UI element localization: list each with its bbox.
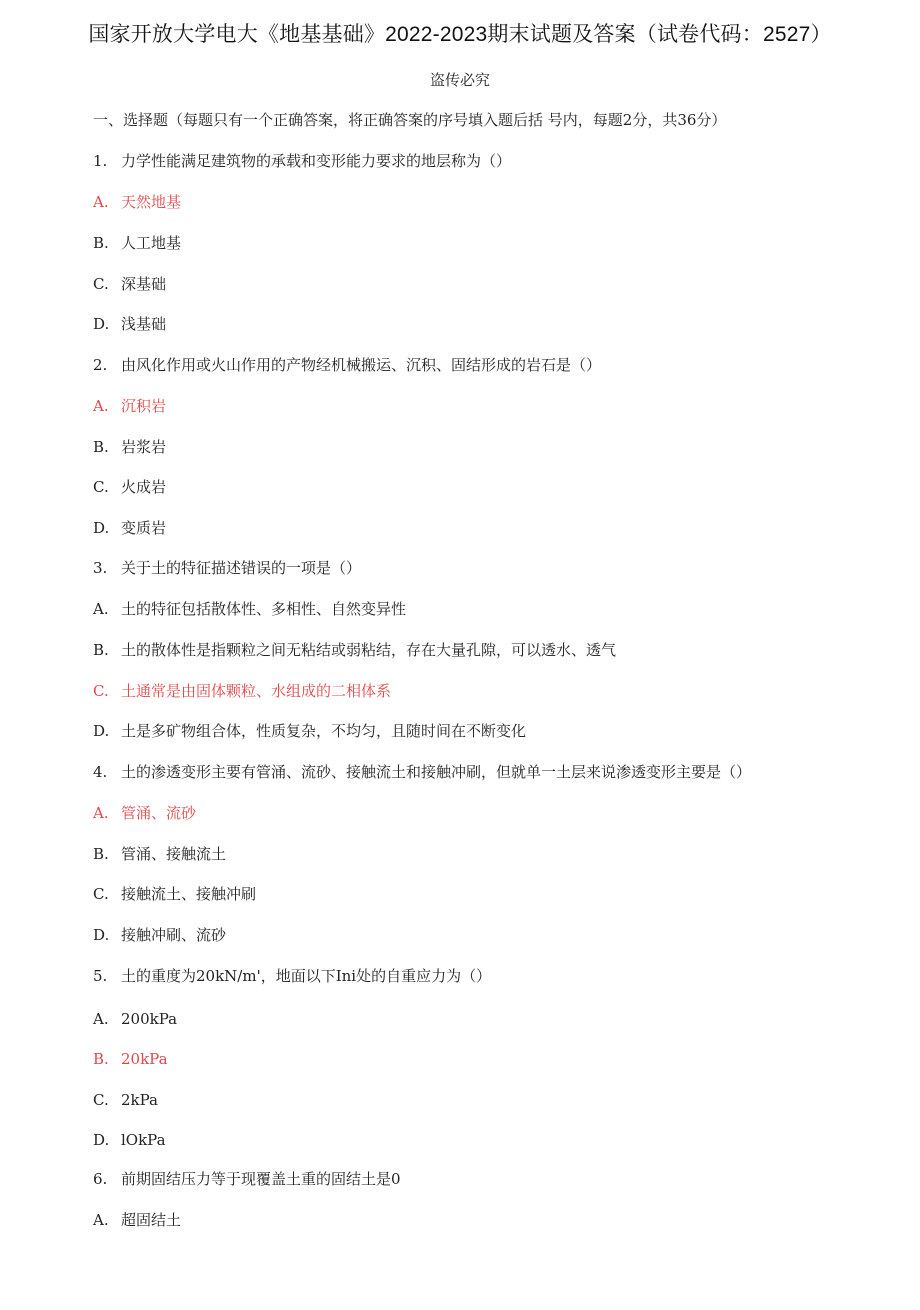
option-text: 200kPa [121,1010,178,1028]
option-label: D. [93,1131,110,1149]
option-text: 管涌、流砂 [121,804,197,822]
option-label: A. [93,1211,109,1229]
option-label: A. [93,193,109,211]
option-label: C. [93,1091,109,1109]
question-number: 1. [93,152,108,170]
option-6a [93,1210,181,1230]
question-number: 6. [93,1170,108,1188]
question-number: 4. [93,763,108,781]
option-text: 超固结土 [121,1211,182,1229]
option-4b [93,844,226,864]
option-5d [93,1130,166,1150]
question-3 [93,558,361,578]
option-text: 土的特征包括散体性、多相性、自然变异性 [121,600,407,618]
option-5b [93,1049,168,1069]
option-1c [93,274,166,294]
option-text: 沉积岩 [121,397,167,415]
option-text: 接触流土、接触冲刷 [121,885,257,903]
option-label: A. [93,804,109,822]
option-text: 人工地基 [121,234,182,252]
option-1d [93,314,166,334]
option-text: 火成岩 [121,478,167,496]
option-label: C. [93,885,109,903]
option-text: lOkPa [121,1131,166,1149]
option-5c [93,1090,158,1110]
option-text: 接触冲刷、流砂 [121,926,227,944]
option-label: C. [93,275,109,293]
option-3c [93,681,391,701]
document-title: 国家开放大学电大《地基基础》2022-2023期末试题及答案（试卷代码：2527） [88,23,832,46]
option-text: 2kPa [121,1091,158,1109]
option-label: D. [93,722,110,740]
option-3a [93,599,406,619]
option-text: 岩浆岩 [121,438,167,456]
option-3d [93,721,526,741]
option-label: B. [93,1050,109,1068]
question-number: 5. [93,967,108,985]
question-text: 前期固结压力等于现覆盖土重的固结土是0 [121,1170,401,1188]
option-label: B. [93,641,109,659]
option-4a [93,803,196,823]
option-1a [93,192,181,212]
question-text: 力学性能满足建筑物的承载和变形能力要求的地层称为（） [121,152,512,170]
option-label: A. [93,1010,109,1028]
option-label: B. [93,438,109,456]
question-6 [93,1169,401,1189]
question-5 [93,966,491,986]
option-label: B. [93,845,109,863]
question-text: 关于土的特征描述错误的一项是（） [121,559,362,577]
option-2d [93,518,166,538]
question-4 [93,762,751,782]
option-label: B. [93,234,109,252]
option-5a [93,1009,177,1029]
question-text: 土的重度为20kN/m'，地面以下Ini处的自重应力为（） [121,967,492,985]
option-2c [93,477,166,497]
option-label: D. [93,926,110,944]
document-subtitle: 盗传必究 [429,71,490,89]
option-label: A. [93,397,109,415]
option-label: C. [93,478,109,496]
question-text: 由风化作用或火山作用的产物经机械搬运、沉积、固结形成的岩石是（） [121,356,602,374]
option-2a [93,396,166,416]
section-heading: 一、选择题（每题只有一个正确答案，将正确答案的序号填入题后括 号内，每题2分，共36分） [93,111,727,129]
option-2b [93,437,166,457]
question-number: 3. [93,559,108,577]
option-text: 天然地基 [121,193,182,211]
option-3b [93,640,616,660]
option-text: 土是多矿物组合体，性质复杂，不均匀，且随时间在不断变化 [121,722,527,740]
option-4d [93,925,226,945]
option-label: D. [93,519,110,537]
option-text: 浅基础 [121,315,167,333]
option-text: 深基础 [121,275,167,293]
option-label: D. [93,315,110,333]
option-1b [93,233,181,253]
question-number: 2. [93,356,108,374]
option-label: C. [93,682,109,700]
question-2 [93,355,601,375]
option-text: 20kPa [121,1050,168,1068]
option-text: 土的散体性是指颗粒之间无粘结或弱粘结，存在大量孔隙，可以透水、透气 [121,641,617,659]
question-1 [93,151,511,171]
question-text: 土的渗透变形主要有管涌、流砂、接触流土和接触冲刷，但就单一土层来说渗透变形主要是（） [121,763,752,781]
option-text: 土通常是由固体颗粒、水组成的二相体系 [121,682,392,700]
option-4c [93,884,256,904]
option-label: A. [93,600,109,618]
option-text: 变质岩 [121,519,167,537]
option-text: 管涌、接触流土 [121,845,227,863]
